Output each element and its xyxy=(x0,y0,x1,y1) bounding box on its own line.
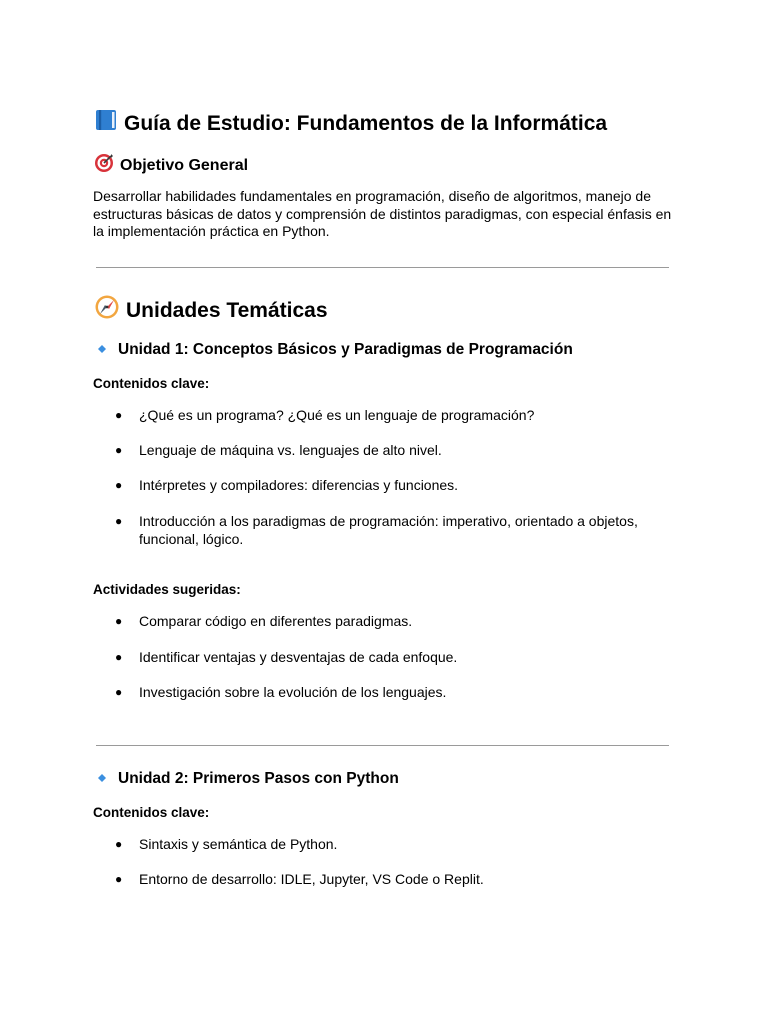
list-item xyxy=(115,649,675,667)
compass-icon xyxy=(94,294,120,328)
list-item xyxy=(115,477,675,495)
unit1-title xyxy=(97,340,573,360)
document-title xyxy=(94,108,607,139)
unit1-title-text: Unidad 1: Conceptos Básicos y Paradigmas de Programación xyxy=(118,341,573,358)
list-item-text: Intérpretes y compiladores: diferencias y funciones. xyxy=(139,477,459,493)
small-blue-diamond-icon xyxy=(97,340,107,360)
list-item xyxy=(115,684,675,702)
bullet: ● xyxy=(115,478,123,492)
bullet: ● xyxy=(115,685,123,699)
list-item xyxy=(115,407,675,425)
bullet: ● xyxy=(115,650,123,664)
bullet: ● xyxy=(115,872,123,886)
bullet: ● xyxy=(115,614,123,628)
list-item xyxy=(115,613,675,631)
list-item xyxy=(115,442,675,460)
bullet: ● xyxy=(115,837,123,851)
bullet: ● xyxy=(115,443,123,457)
units-heading-text: Unidades Temáticas xyxy=(126,299,328,322)
section-divider xyxy=(96,267,669,268)
unit2-contents-label: Contenidos clave: xyxy=(93,805,210,820)
list-item xyxy=(115,513,655,548)
unit2-title xyxy=(97,769,399,789)
list-item-text: Comparar código en diferentes paradigmas. xyxy=(139,613,413,629)
list-item-text: Sintaxis y semántica de Python. xyxy=(139,836,338,852)
list-item-text: ¿Qué es un programa? ¿Qué es un lenguaje de programación? xyxy=(139,407,535,423)
list-item-text: Investigación sobre la evolución de los lenguajes. xyxy=(139,684,447,700)
small-blue-diamond-icon xyxy=(97,769,107,789)
bullet: ● xyxy=(115,514,123,528)
target-icon xyxy=(94,153,114,179)
list-item xyxy=(115,836,675,854)
objective-heading-text: Objetivo General xyxy=(120,157,249,174)
unit1-contents-label: Contenidos clave: xyxy=(93,376,210,391)
blue-book-icon xyxy=(94,108,118,139)
list-item-text: Identificar ventajas y desventajas de cada enfoque. xyxy=(139,649,458,665)
unit1-activities-label: Actividades sugeridas: xyxy=(93,582,241,597)
objective-paragraph: Desarrollar habilidades fundamentales en programación, diseño de algoritmos, manejo de estructuras básicas de datos y comprensión de distintos paradigmas, con especial énfasis en la implementación práctica en Python. xyxy=(93,188,672,239)
list-item xyxy=(115,871,675,889)
list-item-text: Lenguaje de máquina vs. lenguajes de alto nivel. xyxy=(139,442,442,458)
section-divider xyxy=(96,745,669,746)
bullet: ● xyxy=(115,408,123,422)
objective-heading xyxy=(94,153,248,179)
unit2-title-text: Unidad 2: Primeros Pasos con Python xyxy=(118,770,399,787)
list-item-text: Introducción a los paradigmas de programación: imperativo, orientado a objetos, funcional, lógico. xyxy=(139,513,638,547)
title-text: Guía de Estudio: Fundamentos de la Informática xyxy=(124,111,608,135)
units-heading xyxy=(94,294,328,328)
list-item-text: Entorno de desarrollo: IDLE, Jupyter, VS Code o Replit. xyxy=(139,871,484,887)
